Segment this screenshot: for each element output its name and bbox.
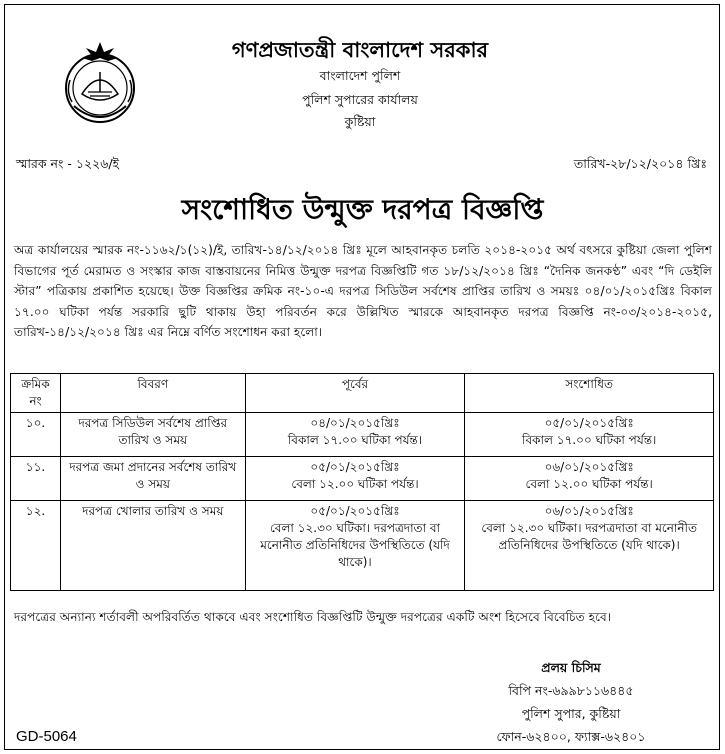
row-previous <box>245 457 465 501</box>
memo-number: স্মারক নং - ১২২৬/ই <box>16 156 120 171</box>
revised-date: ০৬/০১/২০১৫খ্রিঃ <box>544 460 634 474</box>
previous-date: ০৫/০১/২০১৫খ্রিঃ <box>310 460 400 474</box>
header-previous: পূর্বের <box>245 374 465 413</box>
revised-detail: বিকাল ১৭.০০ ঘটিকা পর্যন্ত। <box>522 433 657 447</box>
memo-date: তারিখ-২৮/১২/২০১৪ খ্রিঃ <box>573 156 707 171</box>
bangladesh-police-emblem-icon <box>52 36 148 132</box>
signatory-designation: পুলিশ সুপার, কুষ্টিয়া <box>521 706 621 721</box>
previous-detail: বেলা ১২.৩০ ঘটিকা। দরপত্রদাতা বা মনোনীত প্রতিনিধিদের উপস্থিতিতে (যদি থাকে)। <box>260 521 450 569</box>
district-name: কুষ্টিয়া <box>344 114 376 129</box>
row-description: দরপত্র জমা প্রদানের সর্বশেষ তারিখ ও সময় <box>60 457 245 501</box>
previous-date: ০৫/০১/২০১৫খ্রিঃ <box>310 504 400 518</box>
revised-date: ০৬/০১/২০১৫খ্রিঃ <box>544 504 634 518</box>
table-row <box>11 457 714 501</box>
row-revised <box>465 501 714 591</box>
table-header-row <box>11 374 714 413</box>
amendment-table <box>10 373 714 591</box>
row-revised <box>465 457 714 501</box>
signatory-bp-number: বিপি নং-৬৯৯৮১১৬৪৪৫ <box>508 683 634 698</box>
row-previous <box>245 413 465 457</box>
government-title: গণপ্রজাতন্ত্রী বাংলাদেশ সরকার <box>231 38 489 62</box>
header-serial: ক্রমিক নং <box>11 374 61 413</box>
department-name: বাংলাদেশ পুলিশ <box>319 68 401 83</box>
row-revised <box>465 413 714 457</box>
revised-detail: বেলা ১২.৩০ ঘটিকা। দরপত্রদাতা বা মনোনীত প্রতিনিধিদের উপস্থিতিতে (যদি থাকে)। <box>481 521 697 552</box>
row-description: দরপত্র খোলার তারিখ ও সময় <box>60 501 245 591</box>
revised-detail: বেলা ১২.০০ ঘটিকা পর্যন্ত। <box>525 477 653 491</box>
header-description: বিবরণ <box>60 374 245 413</box>
previous-date: ০৪/০১/২০১৫খ্রিঃ <box>310 416 400 430</box>
revised-date: ০৫/০১/২০১৫খ্রিঃ <box>544 416 634 430</box>
previous-detail: বিকাল ১৭.০০ ঘটিকা পর্যন্ত। <box>287 433 423 447</box>
gd-number: GD-5064 <box>16 728 77 745</box>
footer-note: দরপত্রের অন্যান্য শর্তাবলী অপরিবর্তিত থাকবে এবং সংশোধিত বিজ্ঞপ্তিটি উন্মুক্ত দরপত্রের একটি অংশ হিসেবে বিবেচিত হবে। <box>14 610 612 624</box>
notice-body: অত্র কার্যালয়ের স্মারক নং-১১৬২/১(১২)/ই, তারিখ-১৪/১২/২০১৪ খ্রিঃ মূলে আহবানকৃত চলতি ২০১৪-২০১৫ অর্থ বৎসরে কুষ্টিয়া জেলা পুলিশ বিভাগের পূর্ত মেরামত ও সংস্কার কাজ বাস্তবায়নের নিমিত্ত উন্মুক্ত দরপত্র বিজ্ঞপ্তিটি গত ১৮/১২/২০১৪ খ্রিঃ “দৈনিক জনকণ্ঠ” এবং “দি ডেইলি স্টার” পত্রিকায় প্রকাশিত হয়েছে। উক্ত বিজ্ঞপ্তির ক্রমিক নং-১০-এ দরপত্র সিডিউল সর্বশেষ প্রাপ্তির তারিখ ও সময়ঃ ০৪/০১/২০১৫খ্রিঃ বিকাল ১৭.০০ ঘটিকা পর্যন্ত সরকারি ছুটি থাকায় উহা পরিবর্তন করে উল্লিখিত স্মারকে আহবানকৃত দরপত্র বিজ্ঞপ্তি নং-০৩/২০১৪-২০১৫, তারিখ-১৪/১২/২০১৪ খ্রিঃ এর নিম্নে বর্ণিত সংশোধন করা হলো। <box>14 243 712 340</box>
office-name: পুলিশ সুপারের কার্যালয় <box>302 92 418 107</box>
row-serial: ১২. <box>11 501 61 591</box>
row-serial: ১১. <box>11 457 61 501</box>
notice-title: সংশোধিত উন্মুক্ত দরপত্র বিজ্ঞপ্তি <box>181 193 544 226</box>
header-revised: সংশোধিত <box>465 374 714 413</box>
row-previous <box>245 501 465 591</box>
signatory-contact: ফোন-৬২৪০০, ফ্যাক্স-৬২৪০১ <box>496 729 646 744</box>
table-row <box>11 501 714 591</box>
row-serial: ১০. <box>11 413 61 457</box>
signatory-name: প্রলয় চিসিম <box>541 660 601 675</box>
table-row <box>11 413 714 457</box>
row-description: দরপত্র সিডিউল সর্বশেষ প্রাপ্তির তারিখ ও সময় <box>60 413 245 457</box>
previous-detail: বেলা ১২.০০ ঘটিকা পর্যন্ত। <box>291 477 419 491</box>
